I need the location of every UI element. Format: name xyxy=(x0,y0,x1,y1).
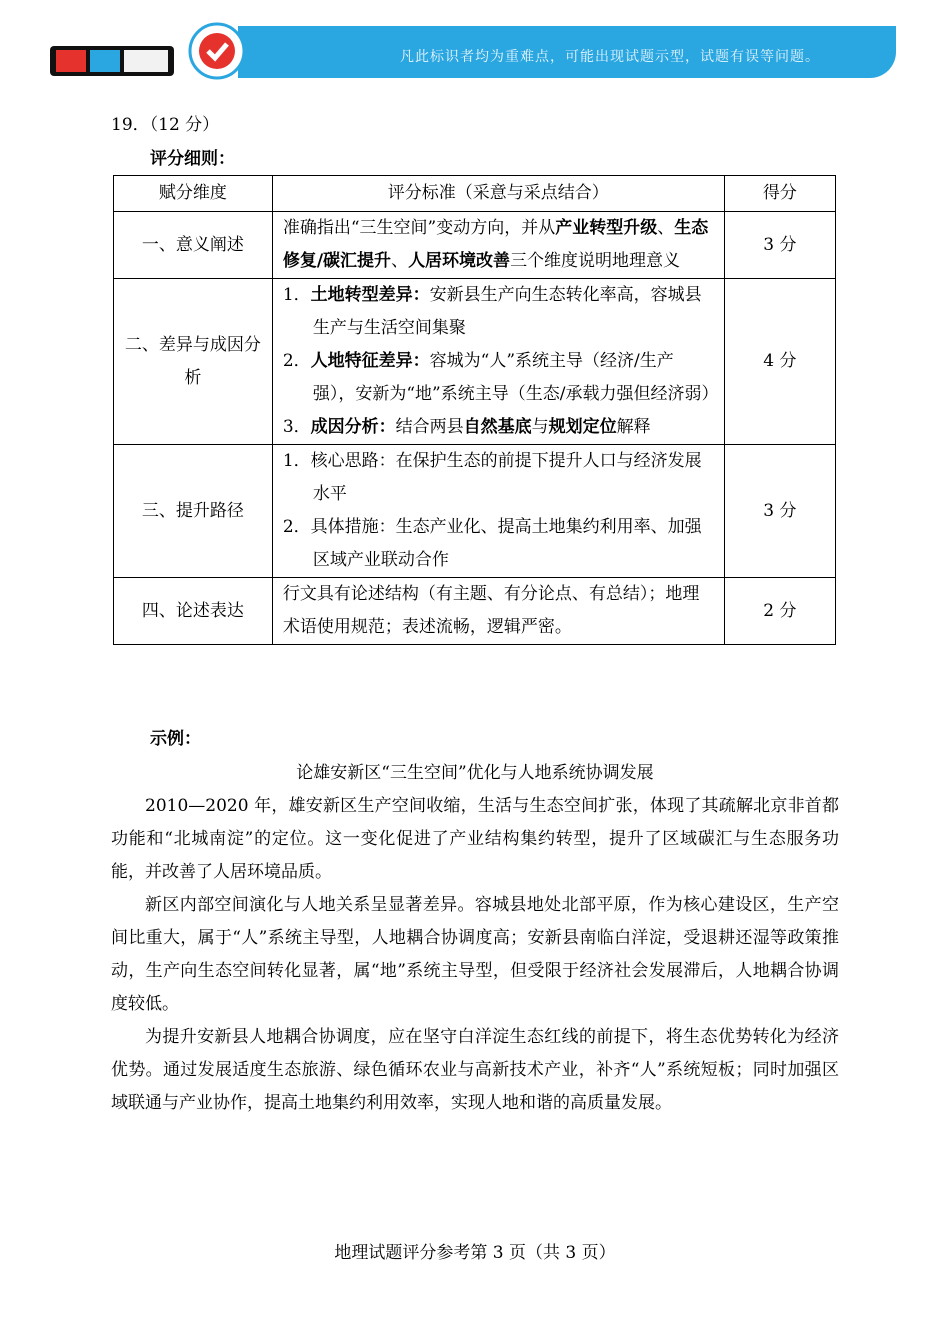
essay-paragraph: 2010—2020 年，雄安新区生产空间收缩，生活与生态空间扩张，体现了其疏解北京非首都功能和“北城南淀”的定位。这一变化促进了产业结构集约转型，提升了区域碳汇与生态服务功能，并改善了人居环境品质。 xyxy=(111,796,839,882)
criteria-cell xyxy=(272,212,724,279)
bold-keyword: 自然基底 xyxy=(463,417,532,437)
bold-keyword: 生态修复/碳汇提升 xyxy=(282,218,709,271)
bold-keyword: 人居环境改善 xyxy=(408,251,511,271)
text-run: 容城为“人”系统主导（经济/生产强），安新为“地”系统主导（生态/承载力强但经济弱） xyxy=(312,351,719,404)
question-number: 19．（12 分） xyxy=(111,115,220,135)
bold-keyword: 土地转型差异： xyxy=(310,285,430,305)
text-run: 解释 xyxy=(616,417,651,437)
criteria-list xyxy=(283,445,714,577)
page-footer: 地理试题评分参考第 3 页（共 3 页） xyxy=(334,1243,616,1263)
text-run: 结合两县 xyxy=(395,417,464,437)
item-number: 2． xyxy=(282,517,311,537)
criteria-cell xyxy=(272,279,724,445)
text-run: 三个维度说明地理意义 xyxy=(510,251,681,271)
text-run: 与 xyxy=(531,417,549,437)
bold-keyword: 成因分析： xyxy=(310,417,396,437)
text-run: 核心思路：在保护生态的前提下提升人口与经济发展水平 xyxy=(310,451,702,504)
dimension-cell: 三、提升路径 xyxy=(114,445,273,578)
item-number: 3． xyxy=(282,417,311,437)
item-number: 2． xyxy=(282,351,311,371)
table-row xyxy=(114,445,836,578)
text-run: 安新县生产向生态转化率高，容城县生产与生活空间集聚 xyxy=(312,285,702,338)
column-header: 评分标准（采意与采点结合） xyxy=(272,176,724,212)
essay-paragraph: 为提升安新县人地耦合协调度，应在坚守白洋淀生态红线的前提下，将生态优势转化为经济优势。通过发展适度生态旅游、绿色循环农业与高新技术产业，补齐“人”系统短板；同时加强区域联通与产业协作，提高土地集约利用效率，实现人地和谐的高质量发展。 xyxy=(111,1027,839,1113)
table-row xyxy=(114,279,836,445)
criteria-item xyxy=(283,445,714,511)
criteria-list xyxy=(282,279,719,444)
header-banner xyxy=(0,0,950,90)
essay-paragraph: 新区内部空间演化与人地关系呈显著差异。容城县地处北部平原，作为核心建设区，生产空间比重大，属于“人”系统主导型，人地耦合协调度高；安新县南临白洋淀，受退耕还湿等政策推动，生产向生态空间转化显著，属“地”系统主导型，但受限于经济社会发展滞后，人地耦合协调度较低。 xyxy=(111,895,839,1014)
text-run: 准确指出“三生空间”变动方向，并从 xyxy=(282,218,556,238)
score-cell: 4 分 xyxy=(724,279,835,445)
criteria-item xyxy=(283,279,714,345)
warning-badge-icon xyxy=(188,22,246,80)
text-run: 、 xyxy=(391,251,409,271)
header-banner-text: 凡此标识者均为重难点，可能出现试题示型，试题有误等问题。 xyxy=(400,49,820,65)
bold-keyword: 人地特征差异： xyxy=(310,351,430,371)
dimension-cell: 二、差异与成因分析 xyxy=(114,279,273,445)
score-cell: 3 分 xyxy=(724,445,835,578)
item-number: 1． xyxy=(282,451,311,471)
table-row xyxy=(114,578,836,645)
dimension-cell: 一、意义阐述 xyxy=(114,212,273,279)
score-cell: 3 分 xyxy=(724,212,835,279)
section-subheading: 评分细则： xyxy=(150,149,235,169)
column-header: 得分 xyxy=(724,176,835,212)
criteria-cell xyxy=(272,578,724,645)
criteria-cell xyxy=(272,445,724,578)
text-run: 、 xyxy=(657,218,675,238)
table-header-row xyxy=(114,176,836,212)
logo-icon xyxy=(50,40,174,82)
text-run: 行文具有论述结构（有主题、有分论点、有总结）；地理术语使用规范；表述流畅，逻辑严密。 xyxy=(282,584,700,637)
criteria-item xyxy=(283,511,714,577)
scoring-rubric-table xyxy=(113,175,836,645)
essay-title: 论雄安新区“三生空间”优化与人地系统协调发展 xyxy=(296,763,654,783)
item-number: 1． xyxy=(282,285,311,305)
bold-keyword: 产业转型升级 xyxy=(555,218,658,238)
score-cell: 2 分 xyxy=(724,578,835,645)
bold-keyword: 规划定位 xyxy=(548,417,617,437)
criteria-item xyxy=(283,411,714,444)
text-run: 具体措施：生态产业化、提高土地集约利用率、加强区域产业联动合作 xyxy=(310,517,702,570)
column-header: 赋分维度 xyxy=(114,176,273,212)
table-row xyxy=(114,212,836,279)
example-label: 示例： xyxy=(150,729,201,749)
criteria-item xyxy=(282,345,719,411)
dimension-cell: 四、论述表达 xyxy=(114,578,273,645)
essay-body xyxy=(111,790,839,1120)
